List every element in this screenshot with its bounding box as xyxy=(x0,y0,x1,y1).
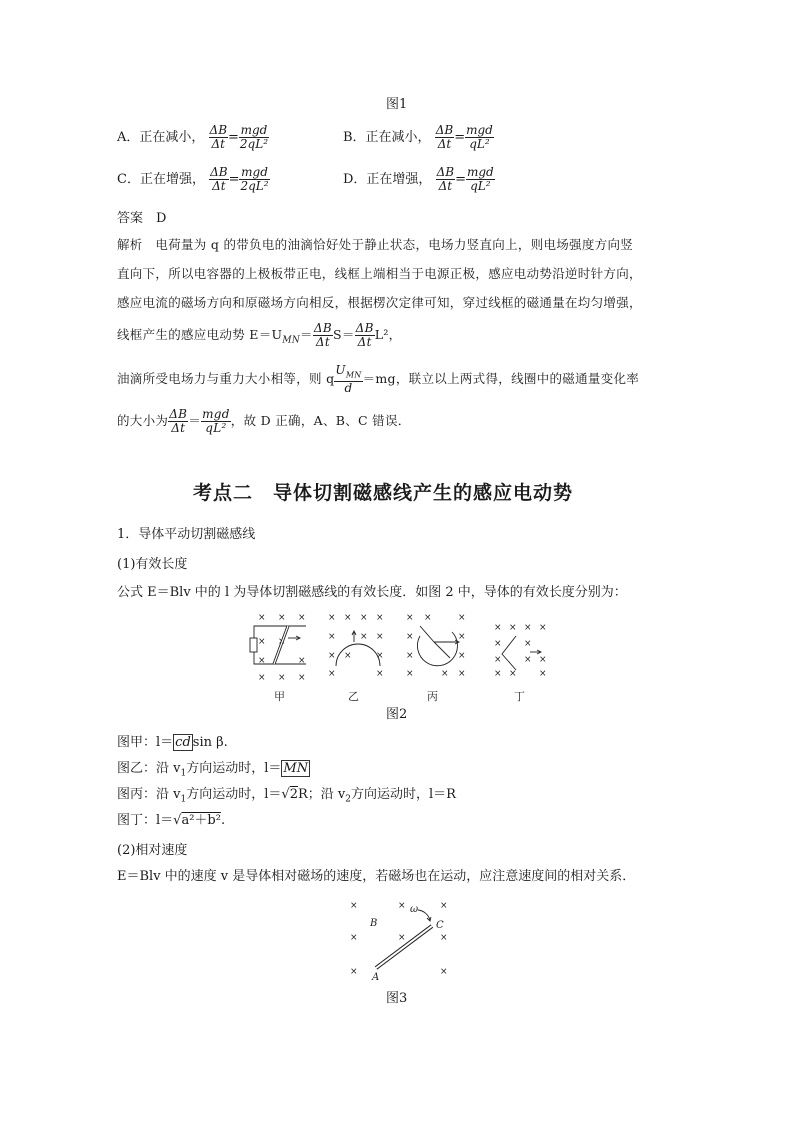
svg-text:×: × xyxy=(398,901,406,911)
svg-text:×: × xyxy=(458,651,466,661)
analysis-line6-frac-1: $\frac{\Delta B}{\Delta t}$ xyxy=(169,407,188,435)
figure-2 xyxy=(244,606,554,706)
svg-text:×: × xyxy=(539,669,547,679)
option-c-lhs-fraction: $\frac{\Delta B}{\Delta t}$ xyxy=(210,165,228,193)
svg-text:×: × xyxy=(406,651,414,661)
svg-text:×: × xyxy=(406,669,414,679)
option-d-label: D．正在增强， xyxy=(343,172,432,187)
svg-text:×: × xyxy=(406,632,414,642)
figure-2-sublabels xyxy=(274,690,525,703)
option-a-lhs-fraction: $\frac{\Delta B}{\Delta t}$ xyxy=(209,123,228,151)
svg-text:×: × xyxy=(278,637,286,647)
figure-2-bing-circle xyxy=(417,626,459,666)
paragraph-1: 公式 E＝Blv 中的 l 为导体切割磁感线的有效长度．如图 2 中，导体的有效长度分别为： xyxy=(117,585,627,600)
analysis-line-2: 直向下，所以电容器的上极板带正电，线框上端相当于电源正极，感应电动势沿逆时针方向， xyxy=(117,266,642,281)
svg-text:×: × xyxy=(298,656,306,666)
svg-text:×: × xyxy=(406,613,414,623)
svg-text:×: × xyxy=(328,651,336,661)
svg-text:×: × xyxy=(539,623,547,633)
paragraph-2: E＝Blv 中的速度 v 是导体相对磁场的速度，若磁场也在运动，应注意速度间的相对关系． xyxy=(117,869,636,884)
svg-text:×: × xyxy=(360,632,368,642)
option-b-label: B．正在减小， xyxy=(343,130,431,145)
svg-text:×: × xyxy=(424,613,432,623)
svg-text:×: × xyxy=(458,669,466,679)
svg-text:丙: 丙 xyxy=(427,690,438,703)
figure-2-cross-marks xyxy=(258,613,547,683)
item-1-title: 1．导体平动切割磁感线 xyxy=(117,527,256,542)
svg-text:×: × xyxy=(494,669,502,679)
svg-text:×: × xyxy=(440,901,448,911)
svg-text:×: × xyxy=(398,933,406,943)
svg-text:×: × xyxy=(350,967,358,977)
svg-text:×: × xyxy=(524,655,532,665)
figure-2-caption: 图2 xyxy=(386,707,408,722)
svg-text:×: × xyxy=(376,669,384,679)
analysis-line4-frac-1: $\frac{\Delta B}{\Delta t}$ xyxy=(313,321,332,349)
svg-text:×: × xyxy=(298,613,306,623)
figure-3-cross-marks xyxy=(350,901,448,977)
option-d-rhs-fraction: $\frac{\text{mgd}}{\text{qL²}}$ xyxy=(466,165,494,193)
svg-text:×: × xyxy=(258,613,266,623)
option-c[interactable]: C．正在增强， $\frac{\Delta B}{\Delta t}$ = $\frac{\text{mgd}}{\text{2qL²}}$ xyxy=(117,165,269,193)
svg-text:B: B xyxy=(370,918,378,929)
svg-text:ω: ω xyxy=(410,904,419,915)
analysis-line-4: 线框产生的感应电动势 $E=U_{MN}=$ $\frac{\Delta B}{\Delta t}$ S＝ $\frac{\Delta B}{\Delta t}$ L²， xyxy=(117,321,402,349)
svg-text:乙: 乙 xyxy=(348,690,359,703)
svg-text:甲: 甲 xyxy=(274,690,285,703)
option-a-rhs-fraction: $\frac{\text{mgd}}{\text{2qL²}}$ xyxy=(239,123,269,151)
svg-text:×: × xyxy=(350,933,358,943)
svg-text:×: × xyxy=(328,613,336,623)
fig2-yi-line: 图乙：沿 $v_1$方向运动时，l＝ MN xyxy=(117,761,309,779)
option-a[interactable]: A．正在减小， $\frac{\Delta B}{\Delta t}$ = $\frac{\text{mgd}}{\text{2qL²}}$ xyxy=(117,123,269,151)
svg-text:×: × xyxy=(458,632,466,642)
svg-text:×: × xyxy=(441,669,449,679)
analysis-line-3: 感应电流的磁场方向和原磁场方向相反，根据楞次定律可知，穿过线框的磁通量在均匀增强， xyxy=(117,295,642,310)
fig2-ding-line: 图丁：l＝√a²＋b². xyxy=(117,813,226,828)
svg-text:×: × xyxy=(344,613,352,623)
svg-text:×: × xyxy=(278,673,286,683)
svg-text:×: × xyxy=(350,901,358,911)
option-a-label: A．正在减小， xyxy=(117,130,205,145)
option-b-rhs-fraction: $\frac{\text{mgd}}{\text{qL²}}$ xyxy=(466,123,493,151)
figure-3-rotation-arrow xyxy=(418,910,430,920)
svg-text:×: × xyxy=(376,613,384,623)
svg-text:×: × xyxy=(539,655,547,665)
svg-text:×: × xyxy=(376,632,384,642)
subitem-1-title: (1)有效长度 xyxy=(117,557,188,572)
svg-text:A: A xyxy=(372,972,380,983)
analysis-line6-frac-2: $\frac{\text{mgd}}{\text{qL²}}$ xyxy=(202,407,230,435)
svg-text:×: × xyxy=(360,613,368,623)
svg-text:×: × xyxy=(328,632,336,642)
option-b[interactable]: B．正在减小， $\frac{\Delta B}{\Delta t}$ = $\frac{\text{mgd}}{\text{qL²}}$ xyxy=(343,123,493,151)
svg-text:×: × xyxy=(458,613,466,623)
option-d[interactable]: D．正在增强， $\frac{\Delta B}{\Delta t}$ = $\frac{\text{mgd}}{\text{qL²}}$ xyxy=(343,165,494,193)
fig2-jia-line: 图甲：l＝ cd sin β. xyxy=(117,735,228,750)
analysis-line-1: 解析 电荷量为 q 的带负电的油滴恰好处于静止状态，电场力竖直向上，则电场强度方向竖 xyxy=(117,237,634,252)
svg-text:丁: 丁 xyxy=(514,690,525,703)
option-c-rhs-fraction: $\frac{\text{mgd}}{\text{2qL²}}$ xyxy=(240,165,269,193)
answer: 答案 D xyxy=(117,211,167,226)
svg-text:×: × xyxy=(524,639,532,649)
svg-text:×: × xyxy=(494,655,502,665)
svg-text:×: × xyxy=(494,639,502,649)
svg-text:×: × xyxy=(278,613,286,623)
option-c-label: C．正在增强， xyxy=(117,172,205,187)
figure-3 xyxy=(340,896,460,986)
figure-2-ding-v-shape xyxy=(502,636,541,670)
svg-text:×: × xyxy=(344,651,352,661)
figure-2-yi-semicircle xyxy=(336,631,380,666)
svg-text:×: × xyxy=(494,623,502,633)
svg-text:×: × xyxy=(258,673,266,683)
svg-text:×: × xyxy=(258,656,266,666)
svg-text:C: C xyxy=(436,920,444,931)
svg-text:×: × xyxy=(328,669,336,679)
svg-text:×: × xyxy=(509,623,517,633)
svg-text:×: × xyxy=(524,623,532,633)
subitem-2-title: (2)相对速度 xyxy=(117,843,188,858)
option-b-lhs-fraction: $\frac{\Delta B}{\Delta t}$ xyxy=(435,123,454,151)
figure-3-caption: 图3 xyxy=(386,991,408,1006)
option-d-lhs-fraction: $\frac{\Delta B}{\Delta t}$ xyxy=(436,165,455,193)
svg-text:×: × xyxy=(440,967,448,977)
section-title: 考点二 导体切割磁感线产生的感应电动势 xyxy=(193,482,574,504)
analysis-line4-frac-2: $\frac{\Delta B}{\Delta t}$ xyxy=(355,321,374,349)
analysis-line-5: 油滴所受电场力与重力大小相等，则 q $\frac{U_{MN}}{d}$ ＝mg，联立以上两式得，线圈中的磁通量变化率 xyxy=(117,363,640,396)
fig2-bing-line: 图丙：沿 $v_1$方向运动时，l＝√2R；沿 $v_2$方向运动时，l＝R xyxy=(117,787,456,805)
analysis-line5-frac: $\frac{U_{MN}}{d}$ xyxy=(335,363,362,396)
svg-text:×: × xyxy=(509,669,517,679)
svg-text:×: × xyxy=(258,637,266,647)
figure-1-caption: 图1 xyxy=(386,97,408,112)
svg-text:×: × xyxy=(298,673,306,683)
svg-text:×: × xyxy=(376,651,384,661)
analysis-line-6: 的大小为 $\frac{\Delta B}{\Delta t}$ ＝ $\frac{\text{mgd}}{\text{qL²}}$ ，故 D 正确，A、B、C 错误． xyxy=(117,407,411,435)
svg-text:×: × xyxy=(440,933,448,943)
